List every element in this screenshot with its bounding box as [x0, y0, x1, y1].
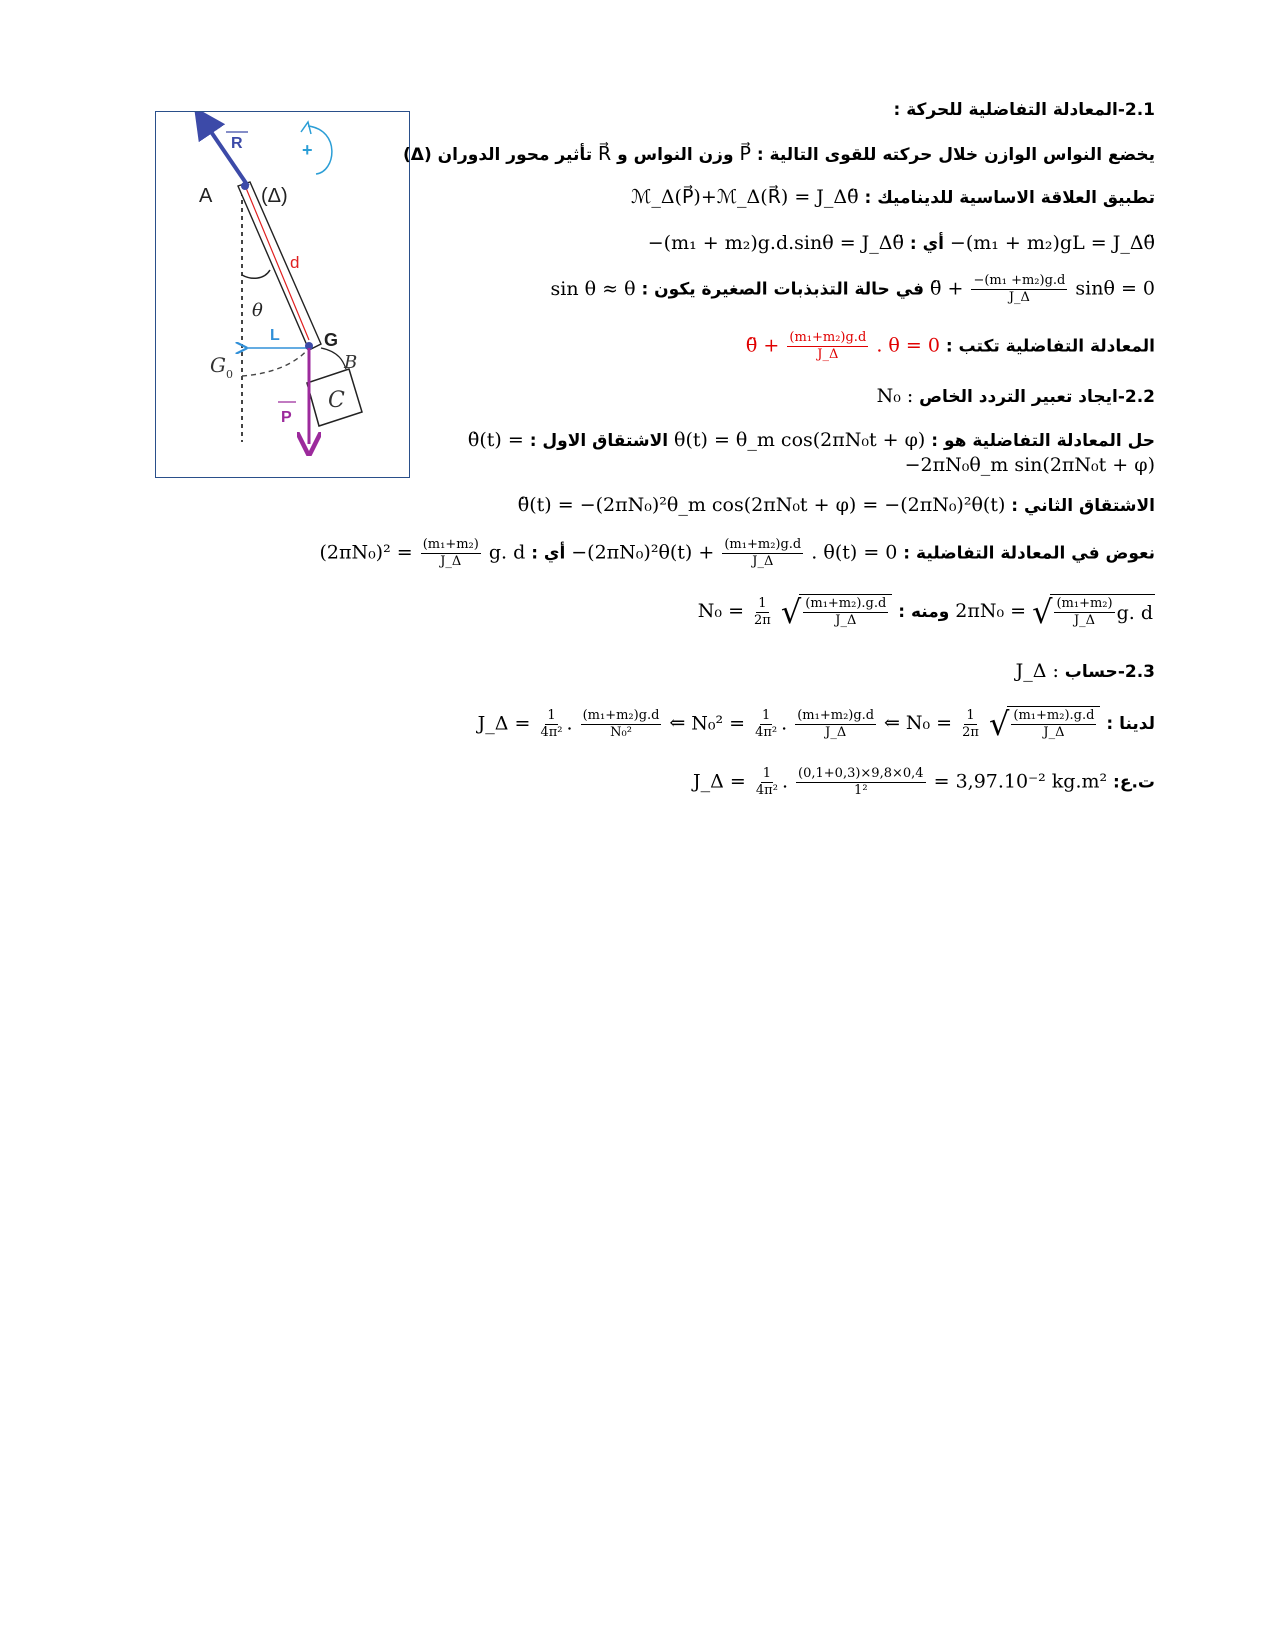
dynamics-equation: ℳ_Δ(P⃗)+ℳ_Δ(R⃗) = J_Δθ̈ [631, 186, 859, 208]
subst-part-a: −(2πN₀)²θ(t) + [571, 541, 715, 564]
subst-part-b: . θ(t) = 0 [811, 541, 898, 564]
first-derivative-text: الاشتقاق الاول : [529, 431, 669, 451]
N0-sqrt-numerator: (m₁+m₂).g.d [805, 596, 887, 611]
one: 1 [758, 595, 767, 611]
c-numerator: (m₁+m₂)g.d [582, 707, 660, 723]
forces-text: يخضع النواس الوازن خلال حركته للقوى التالية : [756, 145, 1155, 165]
diff-numerator: (m₁+m₂)g.d [789, 330, 867, 345]
label-plus: + [302, 140, 313, 160]
dynamics-line [631, 186, 1155, 208]
num-result: = 3,97.10⁻² kg.m² [933, 770, 1108, 793]
one: 1 [547, 707, 556, 723]
eq3-fraction [971, 273, 1067, 306]
diff-fraction [787, 330, 868, 363]
pendulum-figure [155, 111, 410, 478]
P-vector-symbol: P⃗ [739, 143, 751, 165]
label-R: R [231, 135, 243, 152]
second-derivative-equation: θ̈(t) = −(2πN₀)²θ_m cos(2πN₀t + φ) = −(2πN₀)²θ(t) [517, 494, 1006, 516]
label-B: B [344, 352, 358, 373]
implies-arrow: ⇐ [669, 712, 686, 734]
N0-given [906, 706, 1101, 742]
section-title-text: 2.1-المعادلة التفاضلية للحركة : [893, 100, 1155, 120]
J-delta-expression: J_Δ = $\frac{1}{\text{4π²}}$ . $\frac{\text{(m₁+m₂)g.d}}{\text{N₀²}}$ [477, 707, 660, 740]
wamenhu-text: ومنه [910, 602, 950, 622]
label-P: P [281, 409, 292, 426]
eq3-main: θ̈ + [929, 277, 964, 300]
first-derivative-lhs: θ̇(t) = [467, 429, 524, 451]
N0-equation [698, 594, 893, 630]
diff-main: θ̈ + [745, 334, 780, 357]
moment-equation-left: −(m₁ + m₂)g.d.sinθ = J_Δθ̈ [647, 232, 904, 254]
small-oscillation-line [551, 273, 1155, 306]
num-denominator: 1² [854, 783, 868, 798]
four-pi-squared: 4π² [755, 724, 778, 740]
c-one-over-4pi2 [538, 708, 564, 741]
two-pi: 2π [962, 724, 979, 740]
numerical-equation: J_Δ = $\frac{1}{\text{4π²}}$ . $\frac{(0,1+0,3)\times 9,8\times 0,4}{\text{1²}}$ = 3,97.10⁻² kg.m² [693, 766, 1108, 798]
num-lhs: J_Δ = [693, 770, 746, 793]
b-lhs: N₀² = [691, 712, 746, 734]
substitution-equation [571, 537, 897, 570]
sqrt-expression: √ $\frac{\text{(m₁+m₂)}}{J\_\Delta}$ g. d [1032, 593, 1153, 631]
sqrt-denominator: J_Δ [1073, 613, 1096, 628]
ladayna-text: لدينا : [1106, 714, 1155, 734]
section-2-2-title [877, 385, 1155, 407]
one: 1 [761, 707, 771, 723]
section-title-text: 2.3-حساب [1064, 662, 1155, 682]
solution-line [468, 429, 1155, 451]
a-sqrt: √ $\frac{\text{(m₁+m₂).g.d}}{J\_\Delta}$ [989, 706, 1100, 742]
num-numerator: (0,1+0,3)×9,8×0,4 [798, 766, 924, 781]
label-G0: G [210, 353, 226, 377]
label-delta: (Δ) [261, 185, 288, 207]
eq3-numerator: −(m₁ +m₂)g.d [973, 273, 1066, 288]
one-over-two-pi [752, 596, 773, 629]
subst-result-lhs: (2πN₀)² = [319, 541, 413, 564]
diff-tail: . θ = 0 [876, 334, 940, 357]
N0-sqrt-fraction [803, 596, 888, 629]
subst-result-denominator: J_Δ [440, 554, 462, 569]
four-pi-squared: 4π² [755, 783, 778, 798]
subst-fraction [722, 537, 803, 570]
numerical-application-line [693, 766, 1155, 799]
diff-denominator: J_Δ [817, 347, 839, 362]
second-derivative-text: الاشتقاق الثاني : [1011, 496, 1155, 516]
dynamics-text: تطبيق العلاقة الاساسية للديناميك : [864, 188, 1155, 208]
eq3-tail: sinθ = 0 [1075, 277, 1155, 300]
a-sqrt-denominator: J_Δ [1043, 725, 1065, 740]
label-L: L [270, 327, 280, 344]
num-one-over-4pi2 [754, 766, 780, 799]
subst-result-numerator: (m₁+m₂) [422, 537, 479, 552]
sqrt-tail: g. d [1116, 601, 1153, 624]
section-title-text: 2.2-ايجاد تعبير التردد الخاص [919, 387, 1155, 407]
differential-equation [746, 330, 940, 363]
small-angle-approx: sin θ ≈ θ [550, 277, 636, 300]
label-theta: θ [252, 300, 263, 321]
subst-result-fraction [421, 537, 481, 570]
b-numerator: (m₁+m₂)g.d [797, 707, 875, 723]
point-A [241, 182, 249, 190]
c-lhs: J_Δ = [477, 712, 531, 734]
first-derivative-expression: −2πN₀θ_m sin(2πN₀t + φ) [904, 454, 1155, 476]
a-sqrt-fraction [1011, 708, 1096, 741]
theta-arc [242, 270, 270, 278]
N0-symbol: N₀ : [876, 385, 914, 407]
label-G0-sub: 0 [226, 368, 233, 381]
subst-numerator: (m₁+m₂)g.d [724, 537, 802, 552]
moment-equation-right: −(m₁ + m₂)gL = J_Δθ̈ [949, 232, 1155, 254]
solution-text: حل المعادلة التفاضلية هو : [931, 431, 1155, 451]
substitution-result [319, 537, 525, 570]
one: 1 [966, 707, 975, 723]
label-d: d [290, 253, 300, 272]
second-derivative-line [518, 494, 1155, 516]
substitution-line [319, 537, 1155, 570]
N0-lhs: N₀ = [697, 600, 744, 622]
trajectory-arc [242, 348, 309, 376]
small-oscillation-text: في حالة التذبذبات الصغيرة يكون : [641, 279, 925, 300]
two-pi-N0-equation [955, 594, 1155, 630]
ay-text: أي : [909, 234, 944, 254]
force-R-vector [203, 120, 248, 186]
ay-text: أي : [531, 543, 566, 564]
b-denominator: J_Δ [825, 724, 847, 740]
eq3-denominator: J_Δ [1008, 290, 1030, 305]
substitution-text: نعوض في المعادلة التفاضلية : [903, 543, 1155, 564]
eq-with-sin [930, 273, 1155, 306]
c-fraction [581, 708, 662, 741]
N0-result-line: 2πN₀ = √ $\frac{\text{(m₁+m₂)}}{J\_\Delta}$ g. d ومنه : N₀ = $\frac{1}{2\pi}$ √ $\frac{\text{(m₁+m₂).g.d}}{J\_\Delta}$ [697, 593, 1153, 631]
first-derivative-continued [905, 454, 1155, 476]
a-one-over-two-pi [960, 708, 981, 741]
implies-arrow: ⇐ [884, 712, 900, 734]
a-sqrt-numerator: (m₁+m₂).g.d [1013, 708, 1095, 723]
c-denominator: N₀² [610, 724, 632, 740]
forces-line [403, 143, 1155, 165]
R-vector-symbol: R⃗ [598, 143, 612, 165]
section-2-1-title [894, 100, 1155, 120]
four-pi-squared: 4π² [540, 724, 563, 740]
b-fraction [795, 708, 876, 741]
two-pi: 2π [754, 612, 771, 628]
b-one-over-4pi2 [753, 708, 779, 741]
N0-squared: N₀² = $\frac{1}{\text{4π²}}$ . $\frac{\text{(m₁+m₂)g.d}}{J\_\Delta}$ [691, 707, 875, 740]
pendulum-diagram [156, 112, 411, 479]
solution-equation: θ(t) = θ_m cos(2πN₀t + φ) [674, 429, 926, 451]
pendulum-rod [238, 182, 321, 350]
N0-sqrt: √ $\frac{\text{(m₁+m₂).g.d}}{J\_\Delta}$ [781, 594, 892, 630]
label-C: C [328, 388, 345, 413]
sqrt-numerator: (m₁+m₂) [1056, 596, 1113, 611]
sqrt-fraction [1054, 596, 1114, 629]
two-pi-N0-lhs: 2πN₀ = [955, 600, 1027, 622]
subst-result-tail: g. d [488, 541, 526, 564]
moment-line [648, 232, 1155, 254]
J-delta-symbol: J_Δ : [1015, 660, 1059, 682]
axis-text: تأثير محور الدوران (Δ) [403, 145, 593, 165]
J-derivation-line [478, 706, 1155, 742]
numerical-label: ت.ع: [1113, 772, 1155, 793]
differential-equation-line [746, 330, 1155, 363]
a-lhs: N₀ = [905, 712, 953, 734]
num-fraction [796, 766, 926, 799]
N0-sqrt-denominator: J_Δ [835, 613, 857, 628]
one: 1 [762, 766, 772, 781]
subst-denominator: J_Δ [752, 554, 774, 569]
label-A: A [199, 185, 213, 207]
weight-text: وزن النواس و [617, 145, 734, 165]
section-2-3-title [1016, 660, 1155, 682]
diff-text: المعادلة التفاضلية تكتب : [945, 336, 1155, 357]
label-G: G [324, 330, 339, 350]
